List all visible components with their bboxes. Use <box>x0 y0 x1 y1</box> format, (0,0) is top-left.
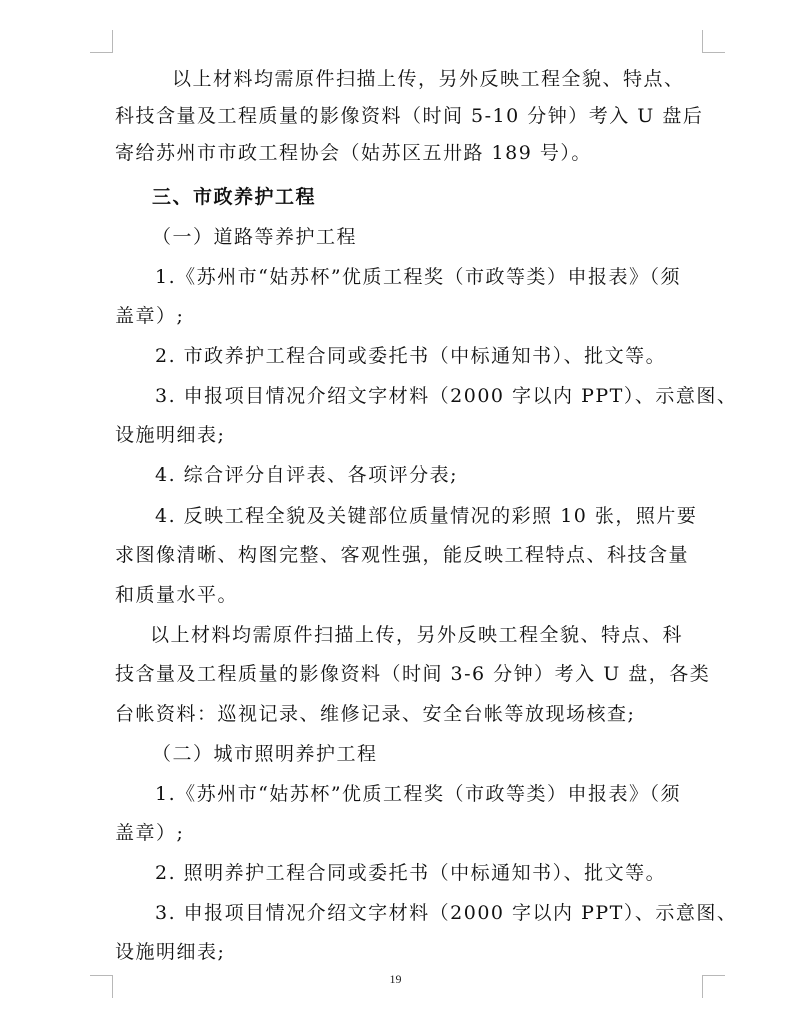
crop-mark-top-left <box>90 30 113 53</box>
list-item: 1.《苏州市“姑苏杯”优质工程奖（市政等类）申报表》（须 <box>155 266 682 288</box>
page-number: 19 <box>389 972 402 986</box>
list-item: 2. 市政养护工程合同或委托书（中标通知书）、批文等。 <box>155 345 667 367</box>
list-item: 1.《苏州市“姑苏杯”优质工程奖（市政等类）申报表》（须 <box>155 783 682 805</box>
list-item: 3. 申报项目情况介绍文字材料（2000 字以内 PPT）、示意图、 <box>155 902 738 924</box>
list-item-continuation: 和质量水平。 <box>115 584 239 606</box>
paragraph-line: 台帐资料：巡视记录、维修记录、安全台帐等放现场核查; <box>115 703 636 725</box>
list-item-continuation: 设施明细表; <box>115 941 226 963</box>
paragraph-line: 以上材料均需原件扫描上传，另外反映工程全貌、特点、 <box>172 68 685 90</box>
crop-mark-top-right <box>702 30 725 53</box>
paragraph-line: 以上材料均需原件扫描上传，另外反映工程全貌、特点、科 <box>150 624 684 646</box>
list-item: 3. 申报项目情况介绍文字材料（2000 字以内 PPT）、示意图、 <box>155 385 738 407</box>
list-item: 2. 照明养护工程合同或委托书（中标通知书）、批文等。 <box>155 862 667 884</box>
subsection-heading: （一）道路等养护工程 <box>152 226 358 248</box>
list-item: 4. 反映工程全貌及关键部位质量情况的彩照 10 张，照片要 <box>155 505 698 527</box>
list-item-continuation: 设施明细表; <box>115 424 226 446</box>
list-item-continuation: 盖章）; <box>115 822 185 844</box>
subsection-heading: （二）城市照明养护工程 <box>152 743 378 765</box>
paragraph-line: 寄给苏州市市政工程协会（姑苏区五卅路 189 号）。 <box>115 142 592 164</box>
list-item-continuation: 盖章）; <box>115 305 185 327</box>
list-item: 4. 综合评分自评表、各项评分表; <box>155 464 459 486</box>
paragraph-line: 科技含量及工程质量的影像资料（时间 5-10 分钟）考入 U 盘后 <box>115 105 704 127</box>
paragraph-line: 技含量及工程质量的影像资料（时间 3-6 分钟）考入 U 盘，各类 <box>115 663 711 685</box>
list-item-continuation: 求图像清晰、构图完整、客观性强，能反映工程特点、科技含量 <box>115 544 690 566</box>
section-heading: 三、市政养护工程 <box>152 186 317 208</box>
